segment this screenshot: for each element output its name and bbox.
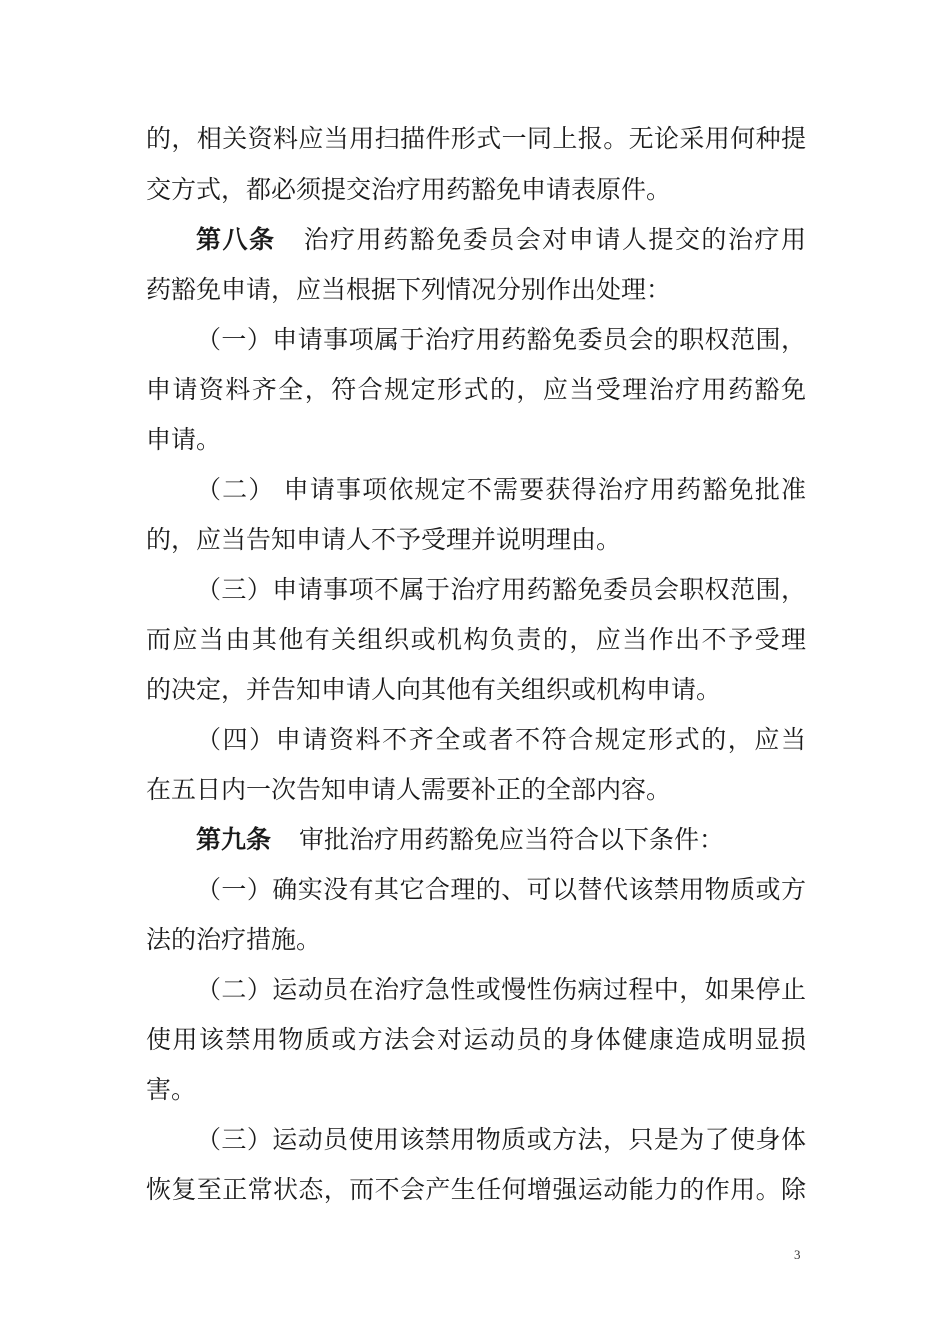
body-line: 在五日内一次告知申请人需要补正的全部内容。 xyxy=(146,775,672,804)
clause-line: （一）确实没有其它合理的、可以替代该禁用物质或方 xyxy=(196,875,806,904)
body-line: 交方式，都必须提交治疗用药豁免申请表原件。 xyxy=(146,175,672,204)
article-9-line xyxy=(196,820,806,860)
clause-line: （三）运动员使用该禁用物质或方法，只是为了使身体 xyxy=(196,1125,806,1154)
clause-line: （一）申请事项属于治疗用药豁免委员会的职权范围， xyxy=(196,325,806,354)
page-number: 3 xyxy=(794,1247,801,1262)
clause-line: （四）申请资料不齐全或者不符合规定形式的，应当 xyxy=(196,725,806,754)
body-line: 的决定，并告知申请人向其他有关组织或机构申请。 xyxy=(146,675,722,704)
body-line: 申请。 xyxy=(146,425,222,454)
body-line: 法的治疗措施。 xyxy=(146,925,322,954)
clause-line: （二） 申请事项依规定不需要获得治疗用药豁免批准 xyxy=(196,475,806,504)
body-line: 使用该禁用物质或方法会对运动员的身体健康造成明显损 xyxy=(146,1025,806,1054)
clause-line: （二）运动员在治疗急性或慢性伤病过程中，如果停止 xyxy=(196,975,806,1004)
article-8-text: 治疗用药豁免委员会对申请人提交的治疗用 xyxy=(303,225,806,254)
body-line: 恢复至正常状态，而不会产生任何增强运动能力的作用。除 xyxy=(146,1175,806,1204)
article-9-text: 审批治疗用药豁免应当符合以下条件： xyxy=(299,825,725,854)
article-8-heading: 第八条 xyxy=(196,225,276,254)
body-line: 的，应当告知申请人不予受理并说明理由。 xyxy=(146,525,622,554)
body-line: 而应当由其他有关组织或机构负责的，应当作出不予受理 xyxy=(146,625,806,654)
body-line: 的，相关资料应当用扫描件形式一同上报。无论采用何种提 xyxy=(146,124,806,153)
body-line: 申请资料齐全，符合规定形式的，应当受理治疗用药豁免 xyxy=(146,375,806,404)
clause-line: （三）申请事项不属于治疗用药豁免委员会职权范围， xyxy=(196,575,806,604)
article-8-line xyxy=(196,220,806,260)
article-9-heading: 第九条 xyxy=(196,825,272,854)
body-line: 害。 xyxy=(146,1075,197,1104)
body-line: 药豁免申请，应当根据下列情况分别作出处理： xyxy=(146,275,672,304)
